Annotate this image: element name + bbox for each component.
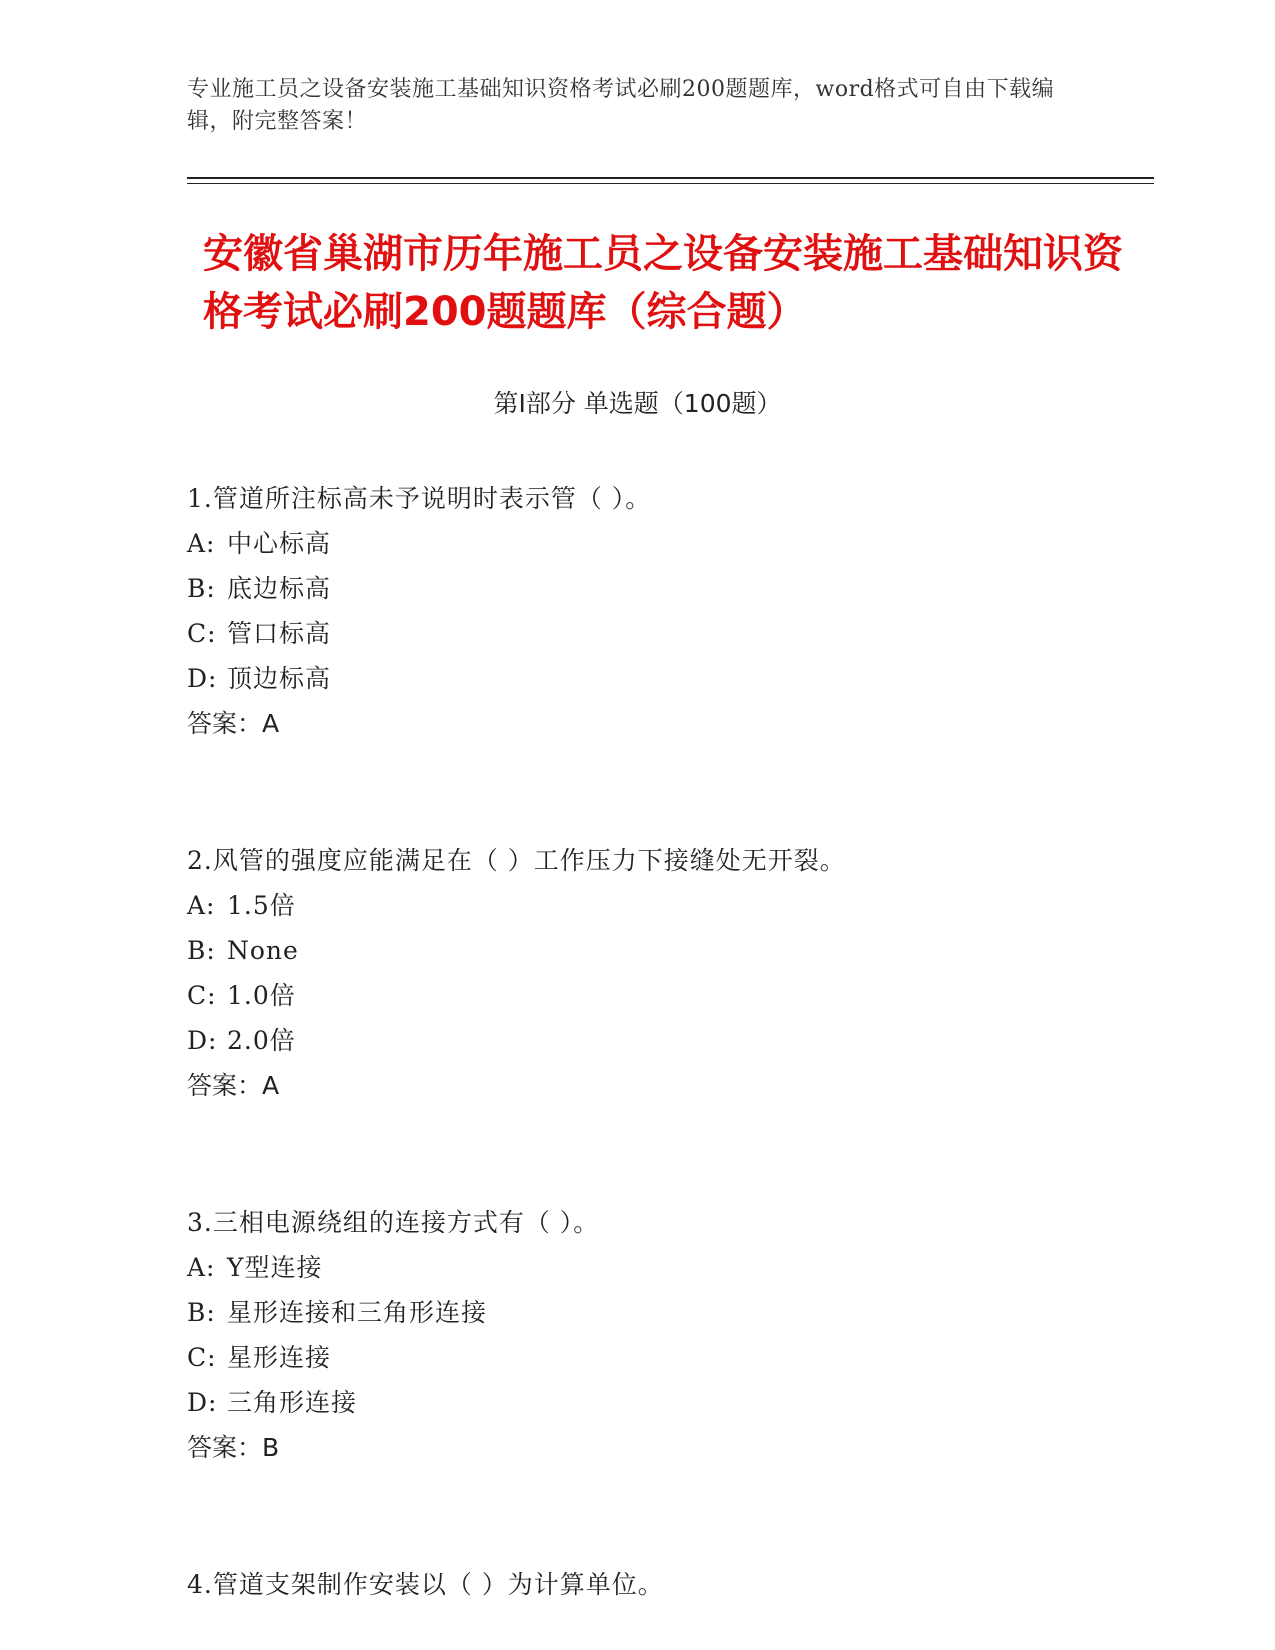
question-stem: 1.管道所注标高未予说明时表示管（ ）。	[187, 484, 652, 513]
question-spacer	[187, 1108, 1137, 1200]
option-text: 三角形连接	[227, 1388, 358, 1417]
option-key: B:	[187, 574, 216, 603]
question-2	[187, 838, 1137, 1108]
question-stem: 3.三相电源绕组的连接方式有（ ）。	[187, 1208, 600, 1237]
option-text: 2.0倍	[227, 1026, 296, 1055]
question-3	[187, 1200, 1137, 1470]
option-a	[187, 883, 1137, 928]
option-key: D:	[187, 1026, 218, 1055]
option-text: Y型连接	[227, 1253, 323, 1282]
option-key: A:	[187, 1253, 216, 1282]
answer: 答案：A	[187, 1071, 280, 1100]
header-divider-thin	[187, 183, 1154, 184]
header-divider-thick	[187, 177, 1154, 179]
option-text: 1.5倍	[227, 891, 296, 920]
option-d	[187, 1018, 1137, 1063]
option-b	[187, 928, 1137, 973]
answer: 答案：A	[187, 709, 280, 738]
section-title: 第I部分 单选题（100题）	[493, 389, 782, 418]
option-key: C:	[187, 619, 217, 648]
option-text: 底边标高	[227, 574, 332, 603]
option-text: 管口标高	[227, 619, 332, 648]
option-key: D:	[187, 664, 218, 693]
option-text: 星形连接	[227, 1343, 332, 1372]
option-text: 星形连接和三角形连接	[227, 1298, 488, 1327]
document-title: 安徽省巢湖市历年施工员之设备安装施工基础知识资格考试必刷200题题库（综合题）	[203, 231, 1123, 335]
option-text: None	[227, 936, 299, 965]
option-text: 1.0倍	[227, 981, 296, 1010]
option-a	[187, 521, 1137, 566]
question-spacer	[187, 746, 1137, 838]
answer: 答案：B	[187, 1433, 280, 1462]
option-a	[187, 1245, 1137, 1290]
option-key: C:	[187, 1343, 217, 1372]
option-key: B:	[187, 936, 216, 965]
option-text: 顶边标高	[227, 664, 332, 693]
option-key: D:	[187, 1388, 218, 1417]
option-d	[187, 656, 1137, 701]
option-b	[187, 566, 1137, 611]
option-c	[187, 1335, 1137, 1380]
option-c	[187, 973, 1137, 1018]
question-list	[187, 476, 1137, 1607]
question-spacer	[187, 1470, 1137, 1562]
option-key: C:	[187, 981, 217, 1010]
question-1	[187, 476, 1137, 746]
option-text: 中心标高	[227, 529, 332, 558]
question-stem: 4.管道支架制作安装以（ ）为计算单位。	[187, 1570, 664, 1599]
option-key: A:	[187, 891, 216, 920]
option-key: B:	[187, 1298, 216, 1327]
header-note: 专业施工员之设备安装施工基础知识资格考试必刷200题题库，word格式可自由下载编辑，附完整答案！	[187, 77, 1055, 134]
question-4	[187, 1562, 1137, 1607]
option-b	[187, 1290, 1137, 1335]
option-c	[187, 611, 1137, 656]
option-d	[187, 1380, 1137, 1425]
question-stem: 2.风管的强度应能满足在（ ）工作压力下接缝处无开裂。	[187, 846, 846, 875]
option-key: A:	[187, 529, 216, 558]
